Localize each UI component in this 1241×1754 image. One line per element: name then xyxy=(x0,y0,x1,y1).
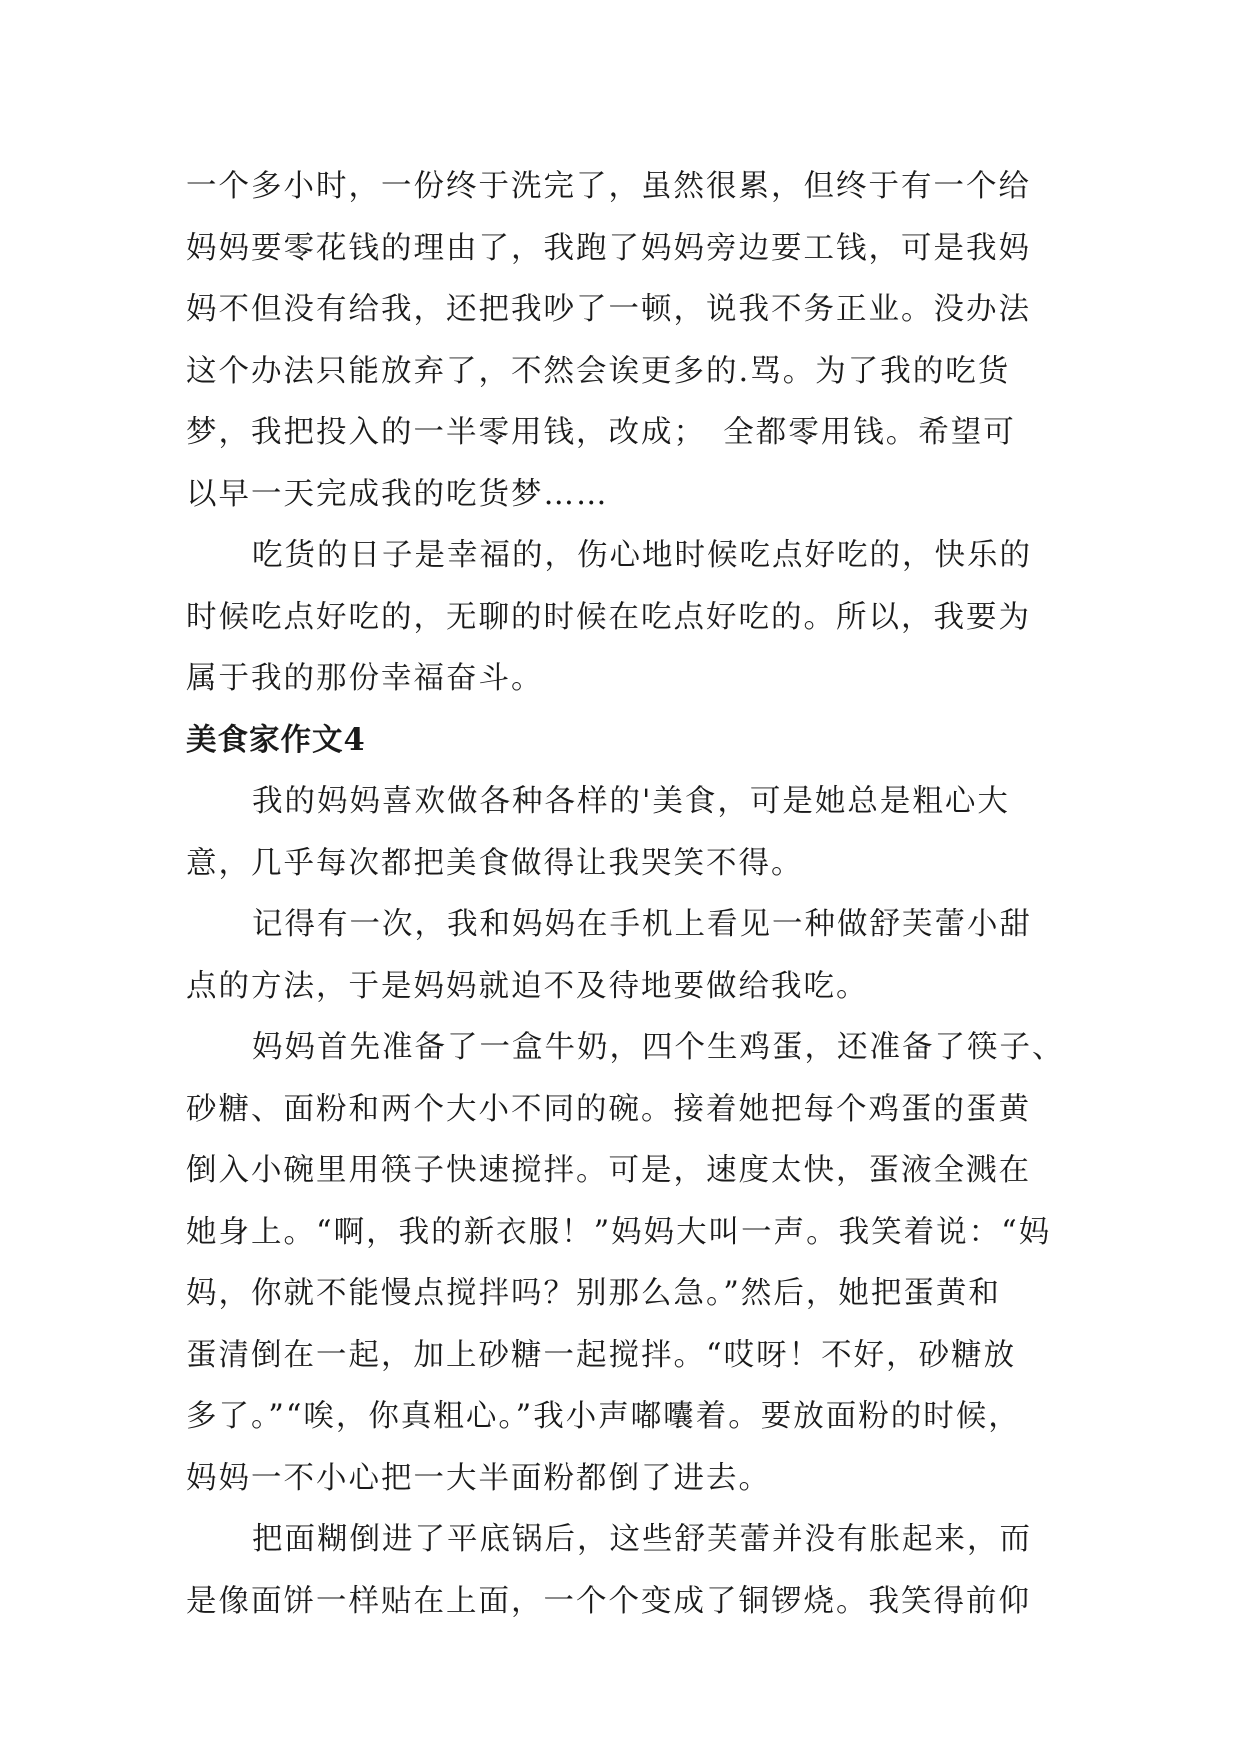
text-line: 我的妈妈喜欢做各种各样的'美食，可是她总是粗心大 xyxy=(252,784,1010,819)
text-line: 这个办法只能放弃了，不然会诶更多的.骂。为了我的吃货 xyxy=(186,353,1011,389)
text-line: 妈妈一不小心把一大半面粉都倒了进去。 xyxy=(186,1460,771,1496)
text-line: 妈妈首先准备了一盒牛奶，四个生鸡蛋，还准备了筷子、 xyxy=(252,1030,1065,1065)
text-line: 点的方法，于是妈妈就迫不及待地要做给我吃。 xyxy=(186,968,869,1004)
text-line: 一个多小时，一份终于洗完了，虽然很累，但终于有一个给 xyxy=(186,169,1031,204)
text-line: 梦，我把投入的一半零用钱，改成； 全都零用钱。希望可 xyxy=(186,415,1016,450)
text-line: 属于我的那份幸福奋斗。 xyxy=(186,661,544,696)
text-line: 妈，你就不能慢点搅拌吗？别那么急。”然后，她把蛋黄和 xyxy=(186,1276,1001,1311)
text-line: 她身上。“啊，我的新衣服！”妈妈大叫一声。我笑着说：“妈 xyxy=(186,1214,1052,1250)
text-line: 妈妈要零花钱的理由了，我跑了妈妈旁边要工钱，可是我妈 xyxy=(186,230,1031,266)
text-line: 是像面饼一样贴在上面，一个个变成了铜锣烧。我笑得前仰 xyxy=(186,1583,1031,1619)
text-line: 时候吃点好吃的，无聊的时候在吃点好吃的。所以，我要为 xyxy=(186,599,1031,635)
document-body xyxy=(186,156,1065,1632)
text-line: 妈不但没有给我，还把我吵了一顿，说我不务正业。没办法 xyxy=(186,292,1031,327)
text-line: 蛋清倒在一起，加上砂糖一起搅拌。“哎呀！不好，砂糖放 xyxy=(186,1337,1017,1373)
paragraph-3 xyxy=(186,771,1056,894)
paragraph-4 xyxy=(186,894,1056,1017)
text-line: 吃货的日子是幸福的，伤心地时候吃点好吃的，快乐的 xyxy=(252,538,1032,573)
heading-text: 美食家作文4 xyxy=(186,721,366,758)
text-line: 把面糊倒进了平底锅后，这些舒芙蕾并没有胀起来，而 xyxy=(252,1522,1032,1557)
text-line: 多了。”“唉，你真粗心。”我小声嘟囔着。要放面粉的时候， xyxy=(186,1399,1021,1434)
paragraph-2 xyxy=(186,525,1056,710)
text-line: 以早一天完成我的吃货梦…… xyxy=(186,476,609,512)
text-line: 记得有一次，我和妈妈在手机上看见一种做舒芙蕾小甜 xyxy=(252,907,1032,942)
section-heading xyxy=(186,710,1056,772)
paragraph-6 xyxy=(186,1509,1056,1632)
paragraph-5 xyxy=(186,1017,1065,1509)
text-line: 砂糖、面粉和两个大小不同的碗。接着她把每个鸡蛋的蛋黄 xyxy=(186,1091,1031,1127)
text-line: 倒入小碗里用筷子快速搅拌。可是，速度太快，蛋液全溅在 xyxy=(186,1153,1031,1188)
text-line: 意，几乎每次都把美食做得让我哭笑不得。 xyxy=(186,845,804,881)
paragraph-1 xyxy=(186,156,1056,525)
